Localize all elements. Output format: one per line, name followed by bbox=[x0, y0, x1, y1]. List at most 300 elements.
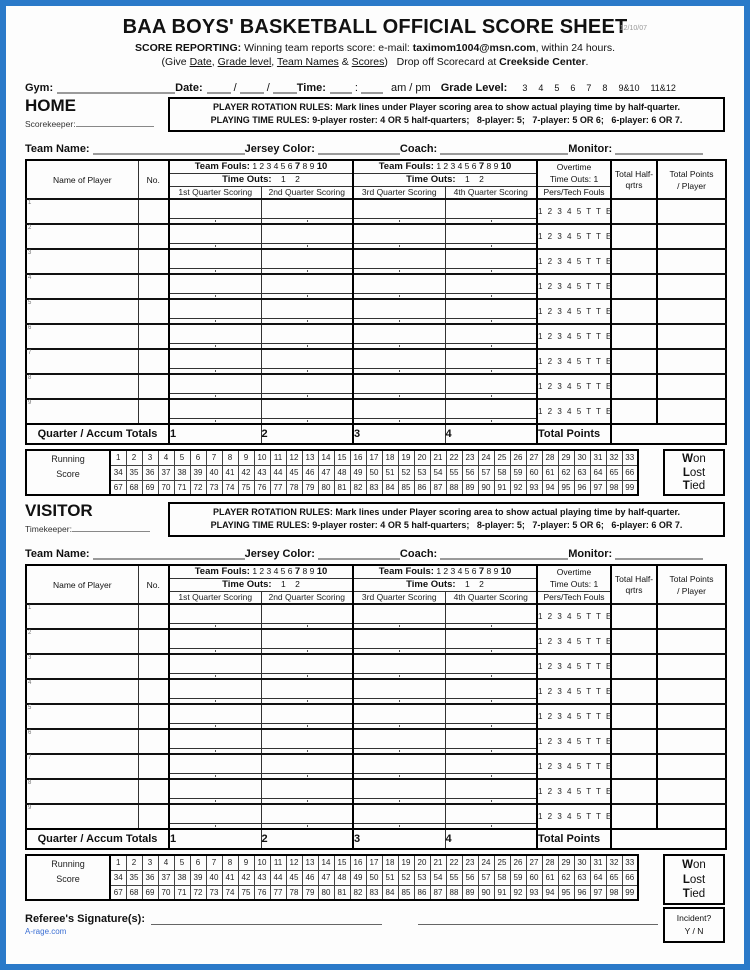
player-name-cell[interactable] bbox=[26, 779, 138, 804]
running-score-number[interactable]: 46 bbox=[302, 870, 318, 885]
running-score-number[interactable]: 92 bbox=[510, 885, 526, 900]
quarter-1-scoring-cell[interactable] bbox=[169, 349, 261, 374]
timeout-number[interactable]: 2 bbox=[479, 174, 484, 184]
running-score-number[interactable]: 19 bbox=[398, 855, 414, 870]
running-score-number[interactable]: 51 bbox=[382, 870, 398, 885]
running-score-number[interactable]: 16 bbox=[350, 450, 366, 465]
quarter-4-scoring-cell[interactable] bbox=[445, 679, 537, 704]
quarter-1-scoring-cell[interactable] bbox=[169, 704, 261, 729]
total-points-cell[interactable] bbox=[657, 629, 726, 654]
pers-tech-fouls-cell[interactable]: 1 2 3 4 5 T T E bbox=[537, 299, 611, 324]
result-option[interactable]: Won bbox=[682, 452, 706, 465]
pers-tech-fouls-cell[interactable]: 1 2 3 4 5 T T E bbox=[537, 199, 611, 224]
time-hour-field[interactable] bbox=[330, 81, 352, 94]
running-score-number[interactable]: 18 bbox=[382, 855, 398, 870]
running-score-number[interactable]: 86 bbox=[414, 885, 430, 900]
running-score-number[interactable]: 9 bbox=[238, 450, 254, 465]
player-no-cell[interactable] bbox=[138, 654, 169, 679]
running-score-number[interactable]: 90 bbox=[478, 885, 494, 900]
running-score-number[interactable]: 78 bbox=[286, 885, 302, 900]
running-score-number[interactable]: 98 bbox=[606, 885, 622, 900]
running-score-number[interactable]: 64 bbox=[590, 870, 606, 885]
pers-tech-fouls-cell[interactable]: 1 2 3 4 5 T T E bbox=[537, 779, 611, 804]
total-half-qrtrs-cell[interactable] bbox=[611, 274, 657, 299]
running-score-number[interactable]: 31 bbox=[590, 855, 606, 870]
monitor-field[interactable] bbox=[615, 142, 703, 155]
running-score-number[interactable]: 41 bbox=[222, 870, 238, 885]
pers-tech-fouls-cell[interactable]: 1 2 3 4 5 T T E bbox=[537, 654, 611, 679]
player-name-cell[interactable] bbox=[26, 324, 138, 349]
timekeeper-field[interactable] bbox=[72, 523, 150, 532]
grade-option[interactable]: 7 bbox=[586, 83, 592, 93]
running-score-number[interactable]: 5 bbox=[174, 450, 190, 465]
quarter-4-total-cell[interactable]: 4 bbox=[445, 424, 537, 444]
running-score-number[interactable]: 77 bbox=[270, 480, 286, 495]
pers-tech-fouls-cell[interactable]: 1 2 3 4 5 T T E bbox=[537, 604, 611, 629]
quarter-4-total-cell[interactable]: 4 bbox=[445, 829, 537, 849]
running-score-number[interactable]: 26 bbox=[510, 855, 526, 870]
total-half-qrtrs-cell[interactable] bbox=[611, 399, 657, 424]
pers-tech-fouls-cell[interactable]: 1 2 3 4 5 T T E bbox=[537, 224, 611, 249]
running-score-number[interactable]: 32 bbox=[606, 450, 622, 465]
running-score-number[interactable]: 87 bbox=[430, 885, 446, 900]
quarter-3-scoring-cell[interactable] bbox=[353, 224, 445, 249]
running-score-number[interactable]: 22 bbox=[446, 450, 462, 465]
result-option[interactable]: Lost bbox=[682, 873, 706, 886]
running-score-number[interactable]: 20 bbox=[414, 855, 430, 870]
player-name-cell[interactable] bbox=[26, 804, 138, 829]
running-score-number[interactable]: 26 bbox=[510, 450, 526, 465]
running-score-number[interactable]: 90 bbox=[478, 480, 494, 495]
running-score-number[interactable]: 57 bbox=[478, 465, 494, 480]
total-half-qrtrs-cell[interactable] bbox=[611, 374, 657, 399]
quarter-4-scoring-cell[interactable] bbox=[445, 654, 537, 679]
player-name-cell[interactable] bbox=[26, 274, 138, 299]
running-score-number[interactable]: 63 bbox=[574, 870, 590, 885]
grade-option[interactable]: 6 bbox=[570, 83, 576, 93]
player-name-cell[interactable] bbox=[26, 704, 138, 729]
player-name-cell[interactable] bbox=[26, 224, 138, 249]
quarter-1-scoring-cell[interactable] bbox=[169, 249, 261, 274]
player-name-cell[interactable] bbox=[26, 679, 138, 704]
pers-tech-fouls-cell[interactable]: 1 2 3 4 5 T T E bbox=[537, 249, 611, 274]
running-score-number[interactable]: 77 bbox=[270, 885, 286, 900]
final-total-cell[interactable] bbox=[611, 829, 726, 849]
quarter-3-scoring-cell[interactable] bbox=[353, 654, 445, 679]
quarter-2-scoring-cell[interactable] bbox=[261, 729, 353, 754]
running-score-number[interactable]: 96 bbox=[574, 885, 590, 900]
running-score-number[interactable]: 79 bbox=[302, 480, 318, 495]
pers-tech-fouls-cell[interactable]: 1 2 3 4 5 T T E bbox=[537, 274, 611, 299]
total-half-qrtrs-cell[interactable] bbox=[611, 704, 657, 729]
quarter-2-scoring-cell[interactable] bbox=[261, 654, 353, 679]
quarter-4-scoring-cell[interactable] bbox=[445, 374, 537, 399]
running-score-number[interactable]: 44 bbox=[270, 465, 286, 480]
running-score-number[interactable]: 99 bbox=[622, 885, 638, 900]
quarter-1-scoring-cell[interactable] bbox=[169, 779, 261, 804]
running-score-number[interactable]: 71 bbox=[174, 480, 190, 495]
timeout-number[interactable]: 1 bbox=[280, 174, 286, 184]
player-no-cell[interactable] bbox=[138, 779, 169, 804]
quarter-1-scoring-cell[interactable] bbox=[169, 804, 261, 829]
quarter-3-scoring-cell[interactable] bbox=[353, 679, 445, 704]
running-score-number[interactable]: 7 bbox=[206, 855, 222, 870]
running-score-number[interactable]: 38 bbox=[174, 870, 190, 885]
total-points-cell[interactable] bbox=[657, 224, 726, 249]
player-no-cell[interactable] bbox=[138, 274, 169, 299]
running-score-number[interactable]: 10 bbox=[254, 855, 270, 870]
running-score-number[interactable]: 35 bbox=[126, 465, 142, 480]
running-score-number[interactable]: 71 bbox=[174, 885, 190, 900]
quarter-1-scoring-cell[interactable] bbox=[169, 374, 261, 399]
player-name-cell[interactable] bbox=[26, 729, 138, 754]
team-fouls-number-bonus[interactable]: 7 bbox=[294, 566, 301, 578]
quarter-4-scoring-cell[interactable] bbox=[445, 704, 537, 729]
running-score-number[interactable]: 12 bbox=[286, 855, 302, 870]
running-score-number[interactable]: 24 bbox=[478, 855, 494, 870]
quarter-1-scoring-cell[interactable] bbox=[169, 679, 261, 704]
quarter-1-scoring-cell[interactable] bbox=[169, 729, 261, 754]
quarter-1-scoring-cell[interactable] bbox=[169, 399, 261, 424]
quarter-4-scoring-cell[interactable] bbox=[445, 349, 537, 374]
running-score-number[interactable]: 70 bbox=[158, 885, 174, 900]
pers-tech-fouls-cell[interactable]: 1 2 3 4 5 T T E bbox=[537, 729, 611, 754]
quarter-3-total-cell[interactable]: 3 bbox=[353, 829, 445, 849]
quarter-3-scoring-cell[interactable] bbox=[353, 324, 445, 349]
player-no-cell[interactable] bbox=[138, 249, 169, 274]
running-score-number[interactable]: 83 bbox=[366, 885, 382, 900]
running-score-number[interactable]: 30 bbox=[574, 855, 590, 870]
team-fouls-numbers[interactable]: 1 2 3 4 5 6 bbox=[436, 161, 477, 172]
coach-field[interactable] bbox=[440, 142, 568, 155]
total-points-cell[interactable] bbox=[657, 374, 726, 399]
running-score-number[interactable]: 6 bbox=[190, 855, 206, 870]
running-score-number[interactable]: 15 bbox=[334, 450, 350, 465]
running-score-number[interactable]: 1 bbox=[110, 450, 126, 465]
running-score-number[interactable]: 96 bbox=[574, 480, 590, 495]
total-half-qrtrs-cell[interactable] bbox=[611, 604, 657, 629]
total-points-cell[interactable] bbox=[657, 779, 726, 804]
result-option[interactable]: Lost bbox=[682, 466, 706, 479]
total-half-qrtrs-cell[interactable] bbox=[611, 729, 657, 754]
quarter-1-scoring-cell[interactable] bbox=[169, 754, 261, 779]
running-score-number[interactable]: 34 bbox=[110, 465, 126, 480]
quarter-3-scoring-cell[interactable] bbox=[353, 629, 445, 654]
total-points-cell[interactable] bbox=[657, 654, 726, 679]
team-name-field[interactable] bbox=[93, 142, 245, 155]
running-score-number[interactable]: 45 bbox=[286, 465, 302, 480]
running-score-number[interactable]: 70 bbox=[158, 480, 174, 495]
running-score-number[interactable]: 38 bbox=[174, 465, 190, 480]
total-half-qrtrs-cell[interactable] bbox=[611, 249, 657, 274]
quarter-1-total-cell[interactable]: 1 bbox=[169, 829, 261, 849]
running-score-number[interactable]: 56 bbox=[462, 465, 478, 480]
quarter-1-scoring-cell[interactable] bbox=[169, 224, 261, 249]
player-no-cell[interactable] bbox=[138, 324, 169, 349]
running-score-number[interactable]: 72 bbox=[190, 885, 206, 900]
player-no-cell[interactable] bbox=[138, 349, 169, 374]
running-score-number[interactable]: 21 bbox=[430, 450, 446, 465]
running-score-number[interactable]: 82 bbox=[350, 885, 366, 900]
running-score-number[interactable]: 52 bbox=[398, 465, 414, 480]
running-score-number[interactable]: 83 bbox=[366, 480, 382, 495]
running-score-number[interactable]: 1 bbox=[110, 855, 126, 870]
team-fouls-numbers[interactable]: 8 9 bbox=[486, 566, 499, 577]
player-no-cell[interactable] bbox=[138, 199, 169, 224]
running-score-number[interactable]: 67 bbox=[110, 480, 126, 495]
quarter-2-scoring-cell[interactable] bbox=[261, 199, 353, 224]
running-score-number[interactable]: 53 bbox=[414, 465, 430, 480]
result-option[interactable]: Tied bbox=[682, 480, 706, 493]
running-score-number[interactable]: 36 bbox=[142, 870, 158, 885]
player-no-cell[interactable] bbox=[138, 224, 169, 249]
quarter-2-scoring-cell[interactable] bbox=[261, 679, 353, 704]
quarter-2-scoring-cell[interactable] bbox=[261, 629, 353, 654]
running-score-number[interactable]: 10 bbox=[254, 450, 270, 465]
total-half-qrtrs-cell[interactable] bbox=[611, 224, 657, 249]
running-score-number[interactable]: 13 bbox=[302, 855, 318, 870]
running-score-number[interactable]: 95 bbox=[558, 480, 574, 495]
running-score-number[interactable]: 80 bbox=[318, 885, 334, 900]
running-score-number[interactable]: 55 bbox=[446, 870, 462, 885]
running-score-number[interactable]: 31 bbox=[590, 450, 606, 465]
running-score-number[interactable]: 48 bbox=[334, 870, 350, 885]
timeout-number[interactable]: 2 bbox=[479, 579, 484, 589]
team-fouls-numbers[interactable]: 8 9 bbox=[486, 161, 499, 172]
total-half-qrtrs-cell[interactable] bbox=[611, 679, 657, 704]
quarter-3-scoring-cell[interactable] bbox=[353, 754, 445, 779]
running-score-number[interactable]: 25 bbox=[494, 450, 510, 465]
running-score-number[interactable]: 25 bbox=[494, 855, 510, 870]
team-fouls-number-bonus[interactable]: 7 bbox=[478, 161, 485, 173]
quarter-3-scoring-cell[interactable] bbox=[353, 729, 445, 754]
running-score-number[interactable]: 51 bbox=[382, 465, 398, 480]
running-score-number[interactable]: 74 bbox=[222, 480, 238, 495]
running-score-number[interactable]: 23 bbox=[462, 450, 478, 465]
running-score-number[interactable]: 52 bbox=[398, 870, 414, 885]
total-half-qrtrs-cell[interactable] bbox=[611, 324, 657, 349]
quarter-3-scoring-cell[interactable] bbox=[353, 199, 445, 224]
total-points-cell[interactable] bbox=[657, 679, 726, 704]
total-points-cell[interactable] bbox=[657, 324, 726, 349]
quarter-1-scoring-cell[interactable] bbox=[169, 274, 261, 299]
total-half-qrtrs-cell[interactable] bbox=[611, 299, 657, 324]
running-score-number[interactable]: 47 bbox=[318, 870, 334, 885]
player-no-cell[interactable] bbox=[138, 374, 169, 399]
grade-option[interactable]: 8 bbox=[602, 83, 608, 93]
gym-field[interactable] bbox=[57, 81, 175, 94]
quarter-4-scoring-cell[interactable] bbox=[445, 299, 537, 324]
team-fouls-number-max[interactable]: 10 bbox=[500, 566, 512, 578]
team-fouls-numbers[interactable]: 1 2 3 4 5 6 bbox=[252, 161, 293, 172]
running-score-number[interactable]: 49 bbox=[350, 465, 366, 480]
running-score-number[interactable]: 89 bbox=[462, 480, 478, 495]
quarter-4-scoring-cell[interactable] bbox=[445, 324, 537, 349]
running-score-number[interactable]: 29 bbox=[558, 450, 574, 465]
player-name-cell[interactable] bbox=[26, 629, 138, 654]
running-score-number[interactable]: 91 bbox=[494, 480, 510, 495]
running-score-number[interactable]: 18 bbox=[382, 450, 398, 465]
team-fouls-number-bonus[interactable]: 7 bbox=[478, 566, 485, 578]
running-score-number[interactable]: 43 bbox=[254, 465, 270, 480]
running-score-number[interactable]: 39 bbox=[190, 465, 206, 480]
overtime-timeout-number[interactable]: 1 bbox=[593, 174, 599, 185]
quarter-1-scoring-cell[interactable] bbox=[169, 199, 261, 224]
time-minute-field[interactable] bbox=[361, 81, 383, 94]
team-fouls-numbers[interactable]: 8 9 bbox=[302, 161, 315, 172]
total-half-qrtrs-cell[interactable] bbox=[611, 804, 657, 829]
jersey-color-field[interactable] bbox=[318, 547, 400, 560]
running-score-number[interactable]: 69 bbox=[142, 885, 158, 900]
player-name-cell[interactable] bbox=[26, 399, 138, 424]
running-score-number[interactable]: 7 bbox=[206, 450, 222, 465]
quarter-2-scoring-cell[interactable] bbox=[261, 704, 353, 729]
quarter-1-scoring-cell[interactable] bbox=[169, 604, 261, 629]
running-score-number[interactable]: 60 bbox=[526, 465, 542, 480]
quarter-3-scoring-cell[interactable] bbox=[353, 299, 445, 324]
running-score-number[interactable]: 45 bbox=[286, 870, 302, 885]
running-score-number[interactable]: 60 bbox=[526, 870, 542, 885]
timeout-number[interactable]: 2 bbox=[295, 174, 300, 184]
total-points-cell[interactable] bbox=[657, 399, 726, 424]
quarter-3-scoring-cell[interactable] bbox=[353, 704, 445, 729]
timeout-number[interactable]: 2 bbox=[295, 579, 300, 589]
team-fouls-number-bonus[interactable]: 7 bbox=[294, 161, 301, 173]
total-half-qrtrs-cell[interactable] bbox=[611, 349, 657, 374]
quarter-3-scoring-cell[interactable] bbox=[353, 374, 445, 399]
quarter-3-scoring-cell[interactable] bbox=[353, 604, 445, 629]
player-no-cell[interactable] bbox=[138, 299, 169, 324]
running-score-number[interactable]: 48 bbox=[334, 465, 350, 480]
running-score-number[interactable]: 46 bbox=[302, 465, 318, 480]
team-fouls-numbers[interactable]: 1 2 3 4 5 6 bbox=[436, 566, 477, 577]
quarter-3-total-cell[interactable]: 3 bbox=[353, 424, 445, 444]
grade-option[interactable]: 5 bbox=[554, 83, 560, 93]
overtime-timeout-number[interactable]: 1 bbox=[593, 579, 599, 590]
player-name-cell[interactable] bbox=[26, 199, 138, 224]
scorekeeper-field[interactable] bbox=[76, 118, 154, 127]
running-score-number[interactable]: 47 bbox=[318, 465, 334, 480]
running-score-number[interactable]: 42 bbox=[238, 465, 254, 480]
quarter-2-scoring-cell[interactable] bbox=[261, 324, 353, 349]
total-half-qrtrs-cell[interactable] bbox=[611, 629, 657, 654]
running-score-number[interactable]: 23 bbox=[462, 855, 478, 870]
running-score-number[interactable]: 85 bbox=[398, 480, 414, 495]
running-score-number[interactable]: 72 bbox=[190, 480, 206, 495]
running-score-number[interactable]: 30 bbox=[574, 450, 590, 465]
team-fouls-number-max[interactable]: 10 bbox=[316, 161, 328, 173]
quarter-2-scoring-cell[interactable] bbox=[261, 804, 353, 829]
running-score-number[interactable]: 54 bbox=[430, 465, 446, 480]
running-score-number[interactable]: 34 bbox=[110, 870, 126, 885]
running-score-number[interactable]: 84 bbox=[382, 480, 398, 495]
quarter-2-total-cell[interactable]: 2 bbox=[261, 829, 353, 849]
running-score-number[interactable]: 86 bbox=[414, 480, 430, 495]
running-score-number[interactable]: 61 bbox=[542, 465, 558, 480]
quarter-2-scoring-cell[interactable] bbox=[261, 224, 353, 249]
total-points-cell[interactable] bbox=[657, 299, 726, 324]
quarter-2-scoring-cell[interactable] bbox=[261, 399, 353, 424]
running-score-number[interactable]: 99 bbox=[622, 480, 638, 495]
total-points-cell[interactable] bbox=[657, 274, 726, 299]
quarter-2-total-cell[interactable]: 2 bbox=[261, 424, 353, 444]
running-score-number[interactable]: 19 bbox=[398, 450, 414, 465]
quarter-2-scoring-cell[interactable] bbox=[261, 274, 353, 299]
referee-signature-field-2[interactable] bbox=[418, 912, 658, 925]
running-score-number[interactable]: 65 bbox=[606, 465, 622, 480]
running-score-number[interactable]: 37 bbox=[158, 465, 174, 480]
coach-field[interactable] bbox=[440, 547, 568, 560]
date-day-field[interactable] bbox=[240, 81, 264, 94]
quarter-2-scoring-cell[interactable] bbox=[261, 374, 353, 399]
player-no-cell[interactable] bbox=[138, 754, 169, 779]
player-no-cell[interactable] bbox=[138, 629, 169, 654]
running-score-number[interactable]: 20 bbox=[414, 450, 430, 465]
total-points-cell[interactable] bbox=[657, 804, 726, 829]
quarter-3-scoring-cell[interactable] bbox=[353, 804, 445, 829]
timeout-number[interactable]: 1 bbox=[464, 174, 470, 184]
quarter-4-scoring-cell[interactable] bbox=[445, 249, 537, 274]
running-score-number[interactable]: 42 bbox=[238, 870, 254, 885]
result-option[interactable]: Tied bbox=[682, 888, 706, 901]
running-score-number[interactable]: 94 bbox=[542, 480, 558, 495]
quarter-4-scoring-cell[interactable] bbox=[445, 629, 537, 654]
running-score-number[interactable]: 66 bbox=[622, 465, 638, 480]
running-score-number[interactable]: 16 bbox=[350, 855, 366, 870]
timeout-number[interactable]: 1 bbox=[280, 579, 286, 589]
running-score-number[interactable]: 50 bbox=[366, 870, 382, 885]
running-score-number[interactable]: 81 bbox=[334, 480, 350, 495]
running-score-number[interactable]: 53 bbox=[414, 870, 430, 885]
quarter-4-scoring-cell[interactable] bbox=[445, 274, 537, 299]
running-score-number[interactable]: 74 bbox=[222, 885, 238, 900]
running-score-number[interactable]: 59 bbox=[510, 465, 526, 480]
running-score-number[interactable]: 43 bbox=[254, 870, 270, 885]
player-no-cell[interactable] bbox=[138, 804, 169, 829]
total-half-qrtrs-cell[interactable] bbox=[611, 199, 657, 224]
running-score-number[interactable]: 12 bbox=[286, 450, 302, 465]
running-score-number[interactable]: 97 bbox=[590, 885, 606, 900]
jersey-color-field[interactable] bbox=[318, 142, 400, 155]
running-score-number[interactable]: 6 bbox=[190, 450, 206, 465]
running-score-number[interactable]: 5 bbox=[174, 855, 190, 870]
quarter-1-total-cell[interactable]: 1 bbox=[169, 424, 261, 444]
running-score-number[interactable]: 87 bbox=[430, 480, 446, 495]
running-score-number[interactable]: 50 bbox=[366, 465, 382, 480]
grade-option[interactable]: 11&12 bbox=[650, 83, 676, 93]
running-score-number[interactable]: 58 bbox=[494, 465, 510, 480]
pers-tech-fouls-cell[interactable]: 1 2 3 4 5 T T E bbox=[537, 374, 611, 399]
player-name-cell[interactable] bbox=[26, 349, 138, 374]
running-score-number[interactable]: 3 bbox=[142, 450, 158, 465]
running-score-number[interactable]: 36 bbox=[142, 465, 158, 480]
running-score-number[interactable]: 9 bbox=[238, 855, 254, 870]
quarter-1-scoring-cell[interactable] bbox=[169, 299, 261, 324]
quarter-3-scoring-cell[interactable] bbox=[353, 349, 445, 374]
pers-tech-fouls-cell[interactable]: 1 2 3 4 5 T T E bbox=[537, 704, 611, 729]
total-points-cell[interactable] bbox=[657, 729, 726, 754]
player-no-cell[interactable] bbox=[138, 604, 169, 629]
running-score-number[interactable]: 22 bbox=[446, 855, 462, 870]
running-score-number[interactable]: 24 bbox=[478, 450, 494, 465]
total-points-cell[interactable] bbox=[657, 249, 726, 274]
running-score-number[interactable]: 76 bbox=[254, 480, 270, 495]
running-score-number[interactable]: 14 bbox=[318, 450, 334, 465]
running-score-number[interactable]: 85 bbox=[398, 885, 414, 900]
running-score-number[interactable]: 68 bbox=[126, 480, 142, 495]
running-score-number[interactable]: 65 bbox=[606, 870, 622, 885]
running-score-number[interactable]: 4 bbox=[158, 855, 174, 870]
